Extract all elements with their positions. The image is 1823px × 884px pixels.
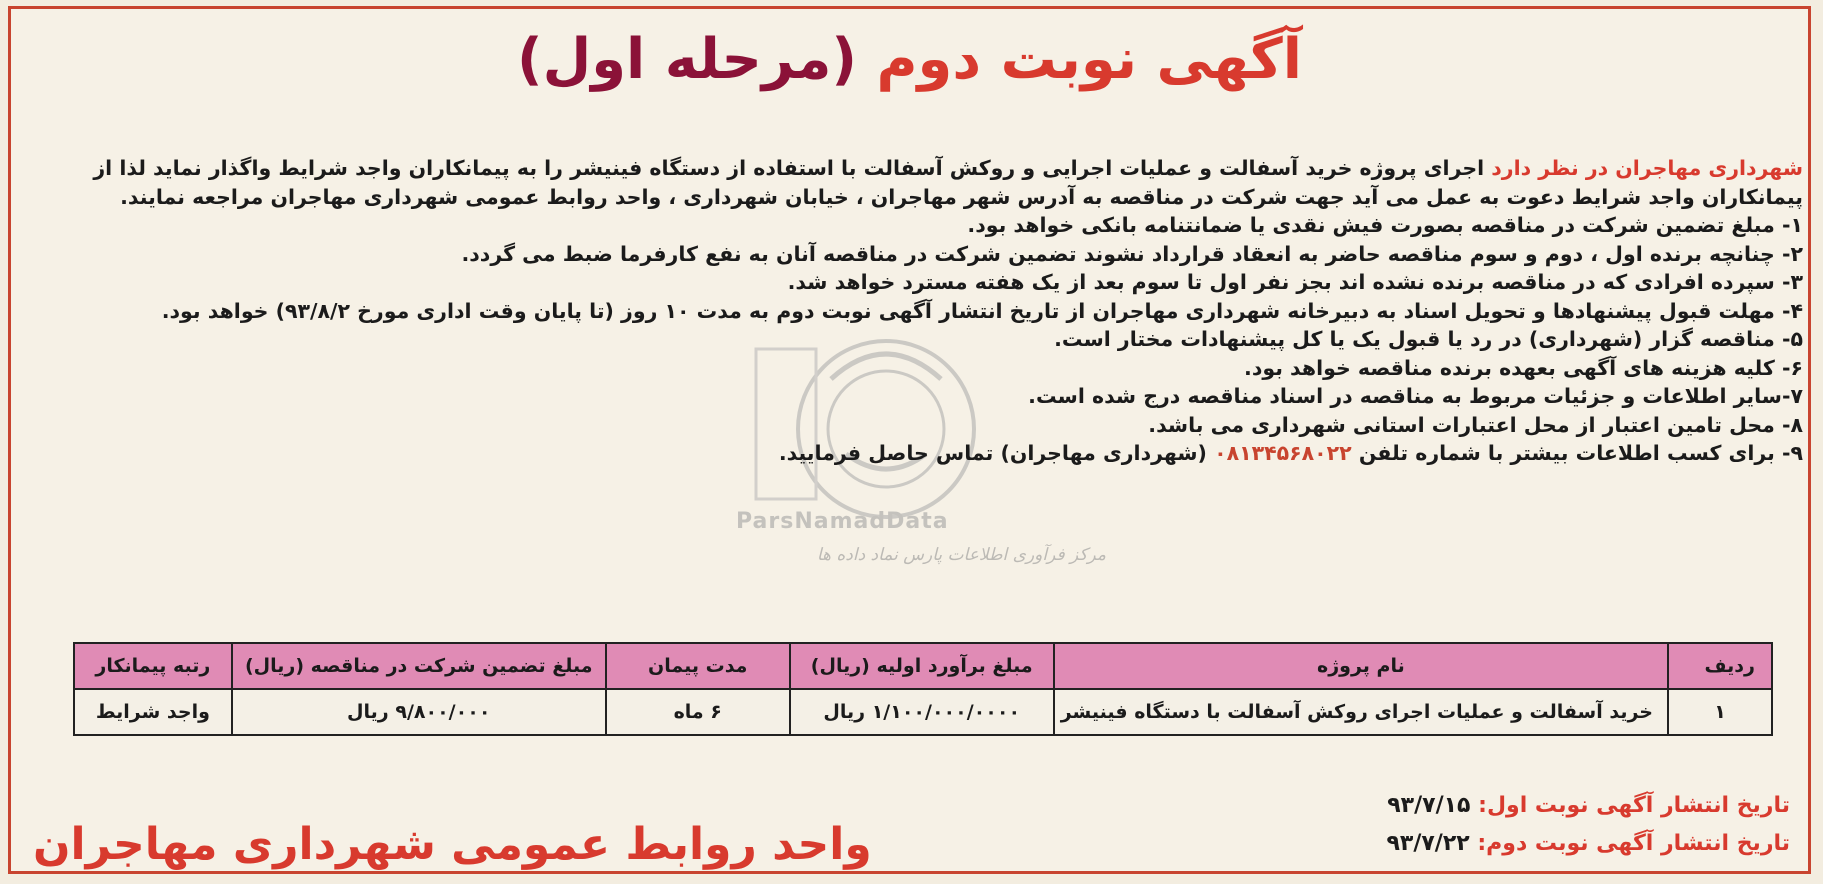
table-row: [74, 689, 1772, 735]
condition-item: ۸- محل تامین اعتبار از محل اعتبارات استانی شهرداری می باشد.: [1148, 412, 1803, 437]
condition-item-contact: [23, 439, 1803, 468]
condition-item: ۴- مهلت قبول پیشنهادها و تحویل اسناد به دبیرخانه شهرداری مهاجران از تاریخ انتشار آگهی نوبت دوم به مدت ۱۰ روز (تا پایان وقت اداری مورخ ۹۳/۸/۲) خواهد بود.: [161, 298, 1803, 323]
condition-item: ۷-سایر اطلاعات و جزئیات مربوط به مناقصه در اسناد مناقصه درج شده است.: [1028, 384, 1803, 408]
header-initial-estimate: مبلغ برآورد اولیه (ریال): [790, 643, 1054, 689]
header-contract-duration: مدت پیمان: [606, 643, 790, 689]
ad-title: [11, 29, 1808, 91]
header-contractor-grade: رتبه پیمانکار: [74, 643, 232, 689]
title-main: آگهی نوبت دوم: [876, 27, 1302, 92]
ad-body: [23, 154, 1803, 468]
first-publication: [1386, 787, 1790, 825]
footer-organization: واحد روابط عمومی شهرداری مهاجران: [33, 819, 872, 870]
condition-item: ۳- سپرده افرادی که در مناقصه برنده نشده اند بجز نفر اول تا سوم بعد از یک هفته مسترد خواهد شد.: [787, 270, 1803, 294]
advertisement-sheet: [8, 6, 1811, 874]
second-publication: [1386, 825, 1790, 863]
cell-contract-duration: ۶ ماه: [606, 689, 790, 735]
contact-text-after: (شهرداری مهاجران) تماس حاصل فرمایید.: [778, 441, 1215, 465]
table-header-row: [74, 643, 1772, 689]
intro-paragraph: [23, 154, 1803, 211]
second-publication-label: تاریخ انتشار آگهی نوبت دوم:: [1477, 831, 1790, 856]
publication-dates: [1386, 787, 1790, 863]
watermark-persian-text: مرکز فرآوری اطلاعات پارس نماد داده ها: [816, 545, 1106, 565]
condition-item: ۶- کلیه هزینه های آگهی بعهده برنده مناقصه خواهد بود.: [1244, 355, 1803, 380]
intro-text-line2: پیمانکاران واجد شرایط دعوت به عمل می آید جهت شرکت در مناقصه به آدرس شهر مهاجران ، خیابان شهرداری ، واحد روابط عمومی شهرداری مهاجران مراجعه نمایند.: [120, 184, 1803, 209]
cell-bid-guarantee: ۹/۸۰۰/۰۰۰ ریال: [232, 689, 606, 735]
title-sub: (مرحله اول): [517, 27, 858, 92]
watermark-latin-text: ParsNamadData: [736, 509, 949, 534]
condition-item: ۵- مناقصه گزار (شهرداری) در رد یا قبول یک یا کل پیشنهادات مختار است.: [1054, 327, 1803, 351]
phone-number: ۰۸۱۳۴۵۶۸۰۲۲: [1214, 441, 1352, 465]
intro-organization: شهرداری مهاجران در نظر دارد: [1491, 156, 1803, 180]
cell-project-name: خرید آسفالت و عملیات اجرای روکش آسفالت با دستگاه فینیشر: [1054, 689, 1668, 735]
header-bid-guarantee: مبلغ تضمین شرکت در مناقصه (ریال): [232, 643, 606, 689]
project-table-container: [73, 642, 1773, 736]
header-row-number: ردیف: [1668, 643, 1772, 689]
first-publication-label: تاریخ انتشار آگهی نوبت اول:: [1478, 793, 1790, 818]
cell-initial-estimate: ۱/۱۰۰/۰۰۰/۰۰۰۰ ریال: [790, 689, 1054, 735]
condition-item: ۱- مبلغ تضمین شرکت در مناقصه بصورت فیش نقدی یا ضمانتنامه بانکی خواهد بود.: [967, 213, 1803, 237]
cell-row-number: ۱: [1668, 689, 1772, 735]
intro-text-line1: اجرای پروژه خرید آسفالت و عملیات اجرایی و روکش آسفالت با استفاده از دستگاه فینیشر را به پیمانکاران واجد شرایط واگذار نماید لذا از: [93, 156, 1492, 180]
contact-text-before: ۹- برای کسب اطلاعات بیشتر با شماره تلفن: [1351, 441, 1803, 465]
project-table: [73, 642, 1773, 736]
cell-contractor-grade: واجد شرایط: [74, 689, 232, 735]
condition-item: ۲- چنانچه برنده اول ، دوم و سوم مناقصه حاضر به انعقاد قرارداد نشوند تضمین شرکت در مناقصه آنان به نفع کارفرما ضبط می گردد.: [461, 241, 1803, 266]
second-publication-date: ۹۳/۷/۲۲: [1386, 831, 1478, 856]
conditions-list: [23, 211, 1803, 468]
header-project-name: نام پروژه: [1054, 643, 1668, 689]
first-publication-date: ۹۳/۷/۱۵: [1387, 793, 1479, 818]
